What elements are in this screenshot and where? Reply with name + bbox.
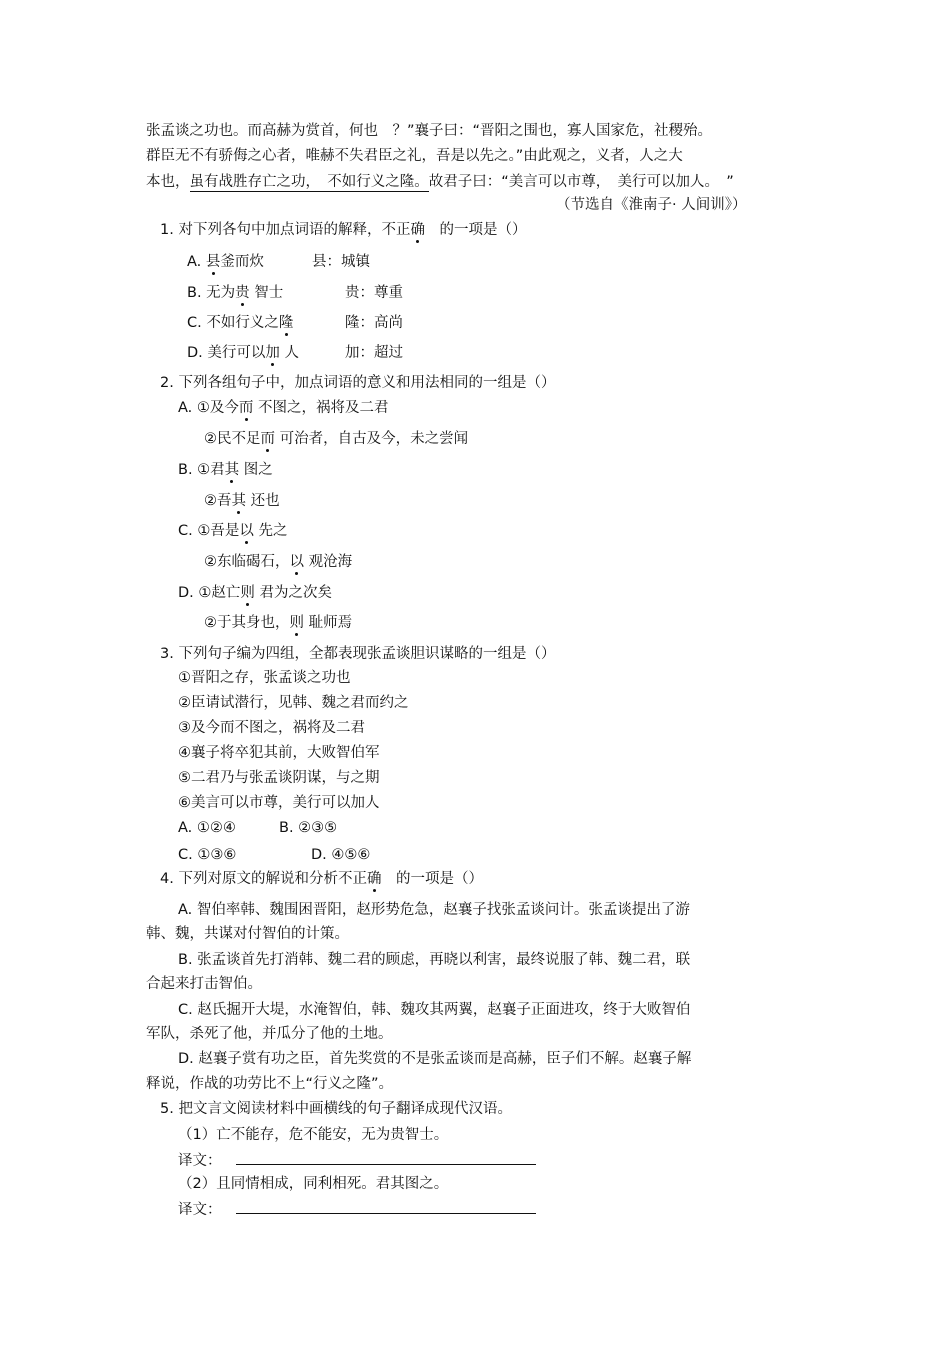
q2-option-b-2: ②吾其 还也	[204, 493, 280, 509]
q1-option-b-explanation: 贵：尊重	[345, 285, 403, 301]
q1-option-a: A. 县釜而炊	[187, 254, 264, 270]
underlined-sentence: 虽有战胜存亡之功， 不如行义之隆。	[189, 174, 429, 190]
q4-stem: 4. 下列对原文的解说和分析不正确 的一项是（）	[160, 871, 483, 887]
q2-option-c-1: C. ①吾是以 先之	[178, 523, 288, 539]
answer-blank[interactable]	[236, 1199, 536, 1214]
q5-sentence-1: （1）亡不能存，危不能安，无为贵智士。	[178, 1127, 449, 1143]
passage-line-2: 群臣无不有骄侮之心者，唯赫不失君臣之礼，吾是以先之。”由此观之，义者，人之大	[146, 148, 683, 164]
q1-option-d: D. 美行可以加 人	[187, 345, 299, 361]
q3-stem: 3. 下列句子编为四组，全都表现张孟谈胆识谋略的一组是（）	[160, 646, 556, 662]
translation-label: 译文：	[178, 1202, 222, 1218]
q4-option-c-1: C. 赵氏掘开大堤，水淹智伯，韩、魏攻其两翼，赵襄子正面进攻，终于大败智伯	[178, 1002, 691, 1018]
q3-item: ⑥美言可以市尊，美行可以加人	[178, 795, 380, 811]
q2-option-c-2: ②东临碣石，以 观沧海	[204, 554, 353, 570]
q4-option-d-1: D. 赵襄子赏有功之臣，首先奖赏的不是张孟谈而是高赫，臣子们不解。赵襄子解	[178, 1051, 692, 1067]
q1-option-c-explanation: 隆：高尚	[345, 315, 403, 331]
passage-source: （节选自《淮南子· 人间训》）	[556, 197, 747, 213]
q3-item: ②臣请试潜行，见韩、魏之君而约之	[178, 695, 409, 711]
q4-option-a-2: 韩、魏，共谋对付智伯的计策。	[146, 926, 349, 942]
q2-option-a-1: A. ①及今而 不图之，祸将及二君	[178, 400, 389, 416]
q3-option-c: C. ①③⑥	[178, 847, 237, 863]
q3-item: ④襄子将卒犯其前，大败智伯军	[178, 745, 380, 761]
q1-option-c: C. 不如行义之隆	[187, 315, 294, 331]
answer-blank[interactable]	[236, 1150, 536, 1165]
q3-option-d: D. ④⑤⑥	[311, 847, 371, 863]
q1-stem: 1. 对下列各句中加点词语的解释，不正确 的一项是（）	[160, 222, 527, 238]
q2-option-d-2: ②于其身也，则 耻师焉	[204, 615, 353, 631]
q2-option-b-1: B. ①君其 图之	[178, 462, 273, 478]
translation-label: 译文：	[178, 1153, 222, 1169]
q4-option-b-1: B. 张孟谈首先打消韩、魏二君的顾虑，再晓以利害，最终说服了韩、魏二君，联	[178, 952, 691, 968]
q4-option-c-2: 军队，杀死了他，并瓜分了他的土地。	[146, 1026, 393, 1042]
q2-option-a-2: ②民不足而 可治者，自古及今，未之尝闻	[204, 431, 469, 447]
q3-option-b: B. ②③⑤	[279, 820, 338, 836]
q4-option-a-1: A. 智伯率韩、魏围困晋阳，赵形势危急，赵襄子找张孟谈问计。张孟谈提出了游	[178, 902, 690, 918]
q3-item: ⑤二君乃与张孟谈阴谋，与之期	[178, 770, 380, 786]
q3-option-a: A. ①②④	[178, 820, 236, 836]
q2-stem: 2. 下列各组句子中，加点词语的意义和用法相同的一组是（）	[160, 375, 556, 391]
passage-line-3: 本也，虽有战胜存亡之功， 不如行义之隆。故君子曰：“美言可以市尊， 美行可以加人。 ”	[146, 174, 734, 190]
q1-option-a-explanation: 县：城镇	[312, 254, 370, 270]
q5-translation-1	[178, 1150, 536, 1171]
q2-option-d-1: D. ①赵亡则 君为之次矣	[178, 585, 332, 601]
q1-option-d-explanation: 加：超过	[345, 345, 403, 361]
q3-item: ①晋阳之存，张孟谈之功也	[178, 670, 351, 686]
passage-line-1: 张孟谈之功也。而高赫为赏首，何也 ？”襄子曰：“晋阳之围也，寡人国家危，社稷殆。	[146, 123, 713, 139]
q4-option-d-2: 释说，作战的功劳比不上“行义之隆”。	[146, 1076, 394, 1092]
q5-stem: 5. 把文言文阅读材料中画横线的句子翻译成现代汉语。	[160, 1101, 512, 1117]
q3-item: ③及今而不图之，祸将及二君	[178, 720, 365, 736]
q5-translation-2	[178, 1199, 536, 1220]
q5-sentence-2: （2）且同情相成，同利相死。君其图之。	[178, 1176, 449, 1192]
q4-option-b-2: 合起来打击智伯。	[146, 976, 262, 992]
q1-option-b: B. 无为贵 智士	[187, 285, 284, 301]
